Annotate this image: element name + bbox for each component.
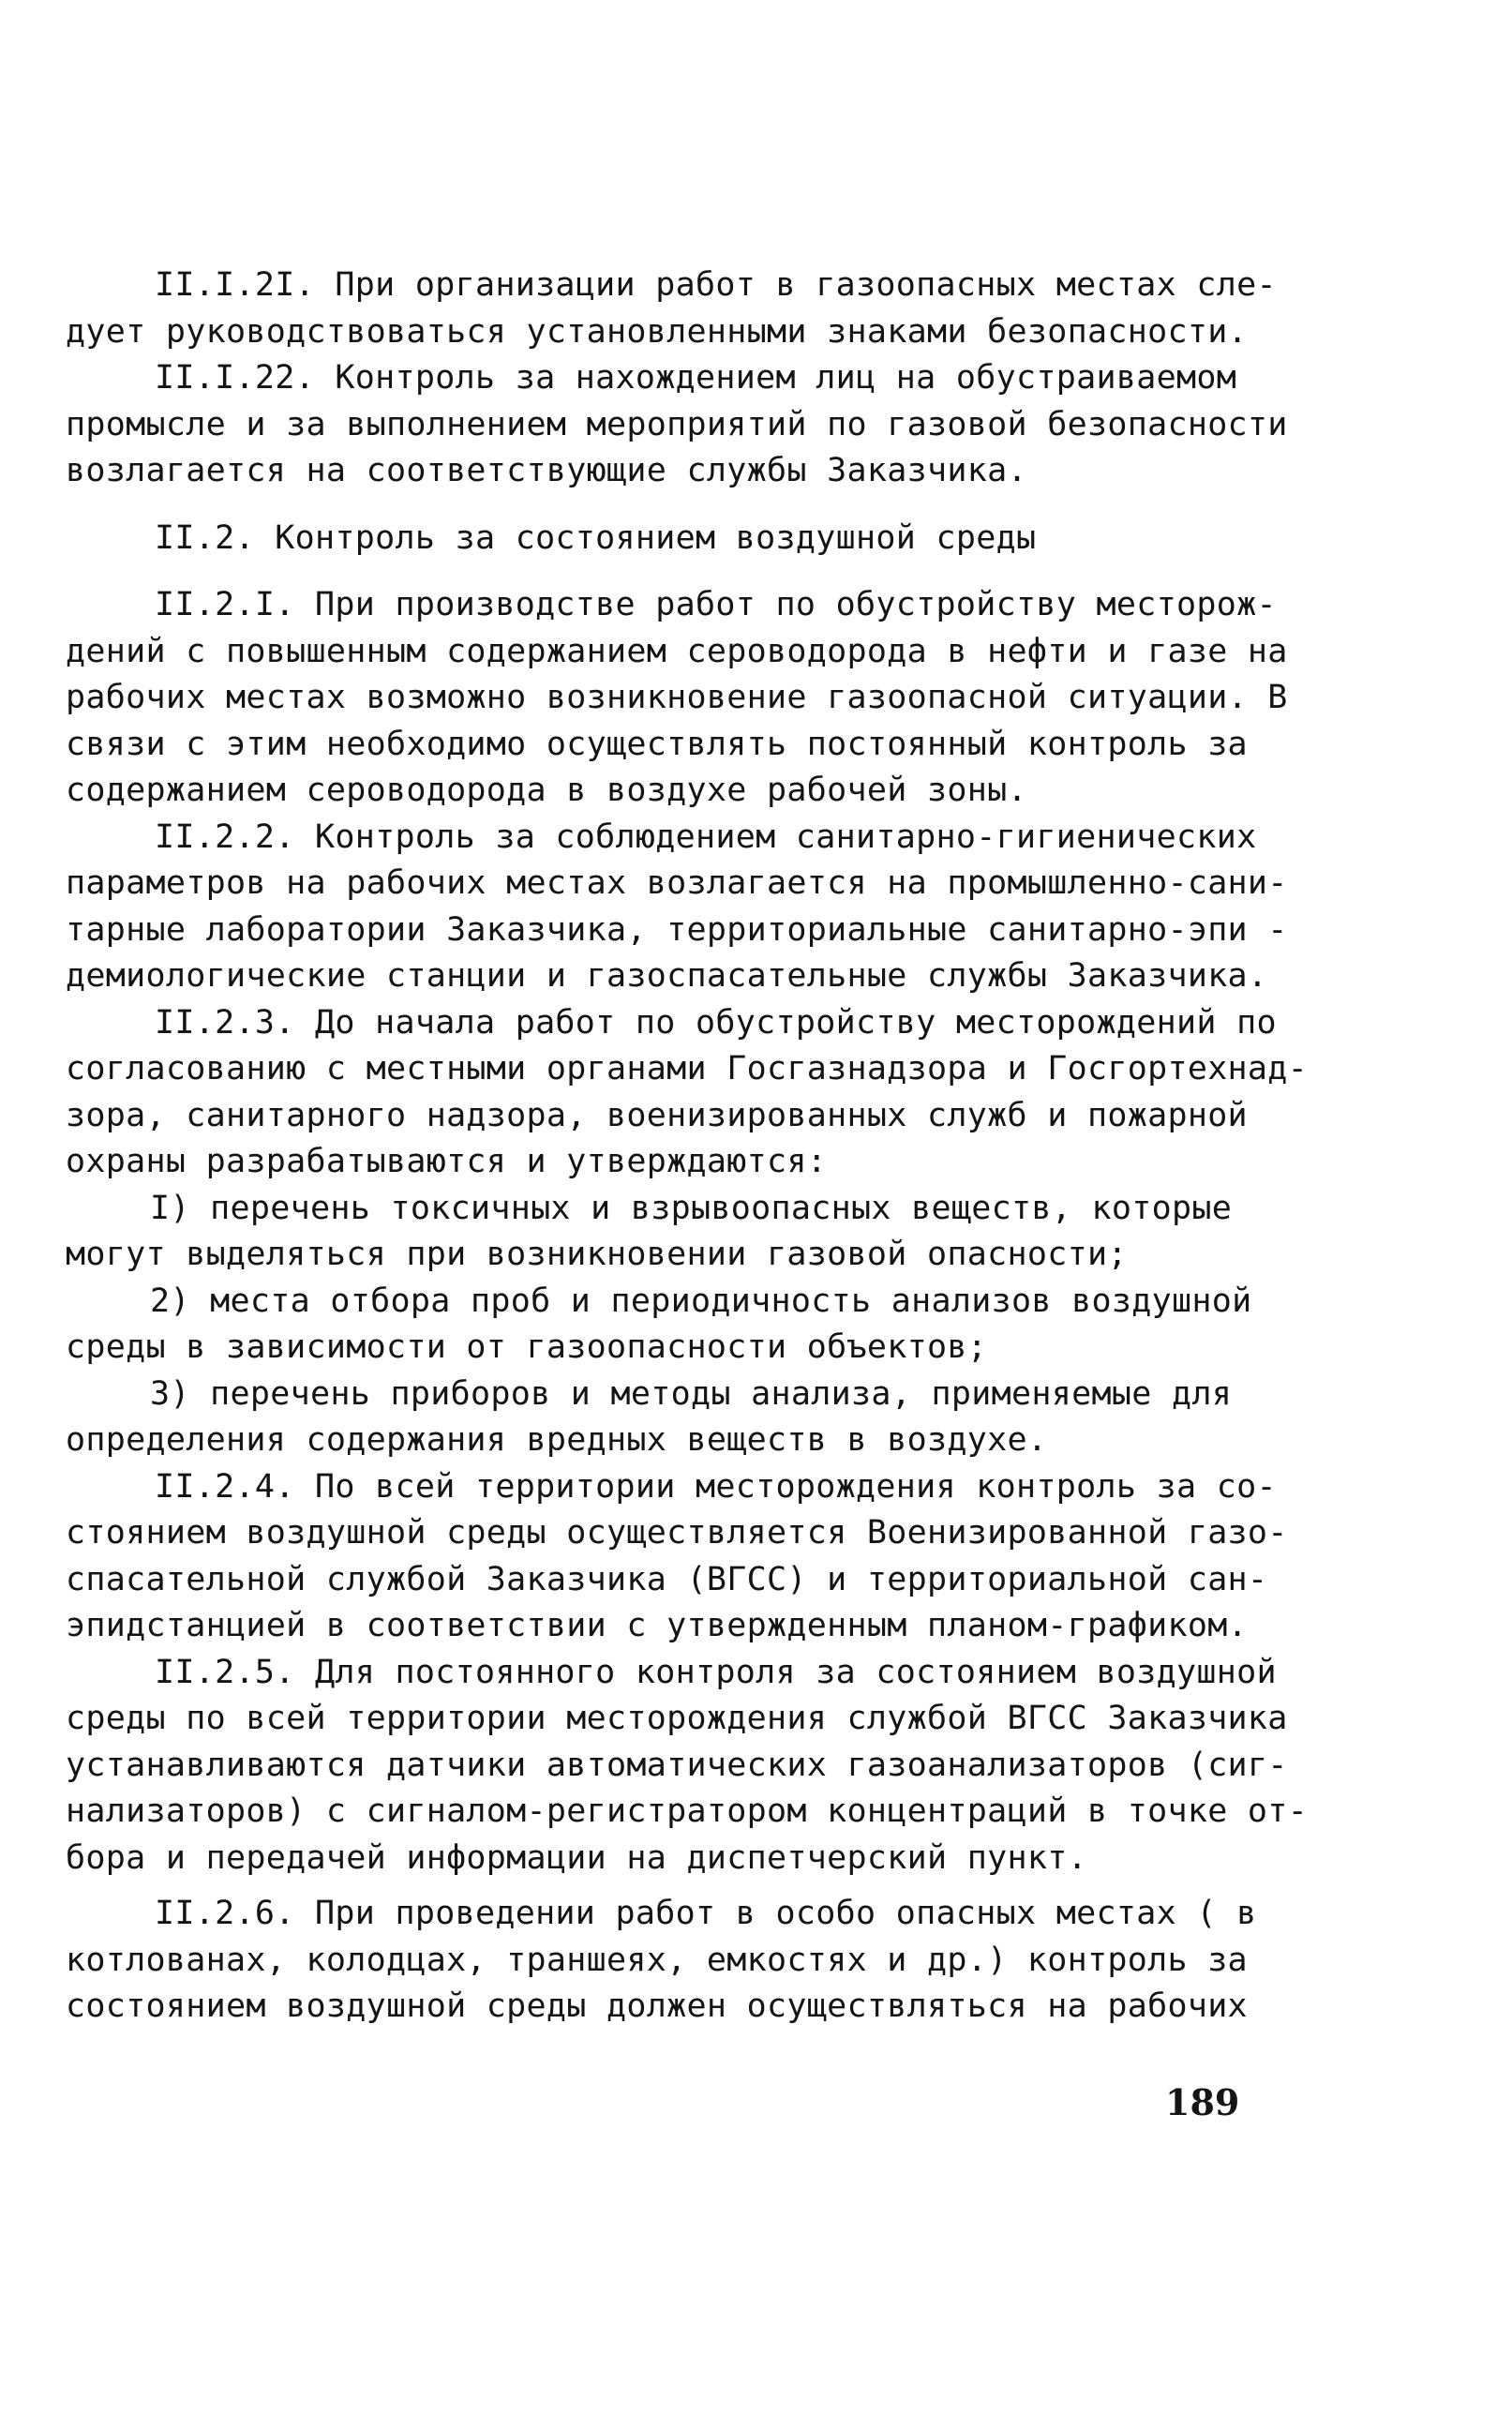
text-line: 3) перечень приборов и методы анализа, применяемые для (150, 1374, 1233, 1413)
text-line: эпидстанцией в соответствии с утвержденным планом-графиком. (66, 1607, 1248, 1644)
heading-line: II.2. Контроль за состоянием воздушной среды (155, 518, 1037, 557)
text-line: дует руководствоваться установленными знаками безопасности. (66, 312, 1248, 351)
list-item-3 (66, 1372, 1247, 1464)
text-line: II.2.4. По всей территории месторождения контроль за со- (155, 1467, 1277, 1506)
page-body (66, 262, 1309, 2031)
text-line: II.I.2I. При организации работ в газоопасных местах сле- (155, 266, 1277, 304)
paragraph-11-2-6 (66, 1891, 1257, 2031)
paragraph-11-1-21 (66, 262, 1288, 495)
text-line: II.2.2. Контроль за соблюдением санитарно-гигиенических (155, 817, 1257, 856)
text-line: стоянием воздушной среды осуществляется Военизированной газо- (66, 1514, 1288, 1552)
text-line: параметров на рабочих местах возлагается на промышленно-сани- (66, 864, 1288, 902)
text-line: спасательной службой Заказчика (ВГСС) и территориальной сан- (66, 1560, 1268, 1598)
text-line: II.2.I. При производстве работ по обустройству месторож- (155, 586, 1277, 623)
text-line: охраны разрабатываются и утверждаются: (66, 1143, 828, 1180)
text-line: котлованах, колодцах, траншеях, емкостях и др.) контроль за (66, 1941, 1248, 1979)
text-line: 2) места отбора проб и периодичность анализов воздушной (150, 1282, 1252, 1320)
text-line: содержанием сероводорода в воздухе рабочей зоны. (66, 772, 1027, 809)
page-number: 189 (1165, 2081, 1240, 2123)
text-line: связи с этим необходимо осуществлять постоянный контроль за (66, 725, 1248, 763)
text-line: II.2.3. До начала работ по обустройству месторождений по (155, 1003, 1277, 1042)
text-line: бора и передачей информации на диспетчерский пункт. (66, 1838, 1087, 1877)
text-line: могут выделяться при возникновении газовой опасности; (66, 1236, 1128, 1273)
text-line: промысле и за выполнением мероприятий по газовой безопасности (66, 405, 1288, 443)
text-line: среды в зависимости от газоопасности объектов; (66, 1328, 988, 1366)
text-line: тарные лаборатории Заказчика, территориальные санитарно-эпи - (66, 910, 1288, 949)
text-line: состоянием воздушной среды должен осуществляться на рабочих (66, 1987, 1248, 2025)
paragraph-11-2-2 (66, 815, 1288, 1000)
text-line: среды по всей территории месторождения службой ВГСС Заказчика (66, 1700, 1288, 1737)
section-heading (66, 516, 1247, 562)
paragraph-11-2-1 (66, 582, 1288, 815)
text-line: II.2.5. Для постоянного контроля за состоянием воздушной (155, 1653, 1277, 1691)
list-item-1 (66, 1186, 1247, 1279)
text-line: согласованию с местными органами Госгазнадзора и Госгортехнад- (66, 1050, 1309, 1087)
text-line: определения содержания вредных веществ в воздухе. (66, 1421, 1048, 1459)
text-line: устанавливаются датчики автоматических газоанализаторов (сиг- (66, 1746, 1288, 1784)
paragraph-11-2-4 (66, 1464, 1288, 1650)
text-line: I) перечень токсичных и взрывоопасных веществ, которые (150, 1189, 1233, 1227)
text-line: демиологические станции и газоспасательные службы Заказчика. (66, 957, 1268, 995)
text-line: дений с повышенным содержанием сероводорода в нефти и газе на (66, 632, 1288, 670)
paragraph-11-2-5 (66, 1650, 1309, 1882)
text-line: зора, санитарного надзора, военизированных служб и пожарной (66, 1096, 1248, 1134)
paragraph-11-2-3 (66, 1000, 1309, 1186)
text-line: II.I.22. Контроль за нахождением лиц на обустраиваемом (155, 359, 1237, 397)
text-line: рабочих местах возможно возникновение газоопасной ситуации. В (66, 679, 1288, 716)
text-line: нализаторов) с сигналом-регистратором концентраций в точке от- (66, 1792, 1309, 1830)
text-line: возлагается на соответствующие службы Заказчика. (66, 452, 1027, 489)
list-item-2 (66, 1279, 1252, 1372)
text-line: II.2.6. При проведении работ в особо опасных местах ( в (155, 1895, 1257, 1932)
